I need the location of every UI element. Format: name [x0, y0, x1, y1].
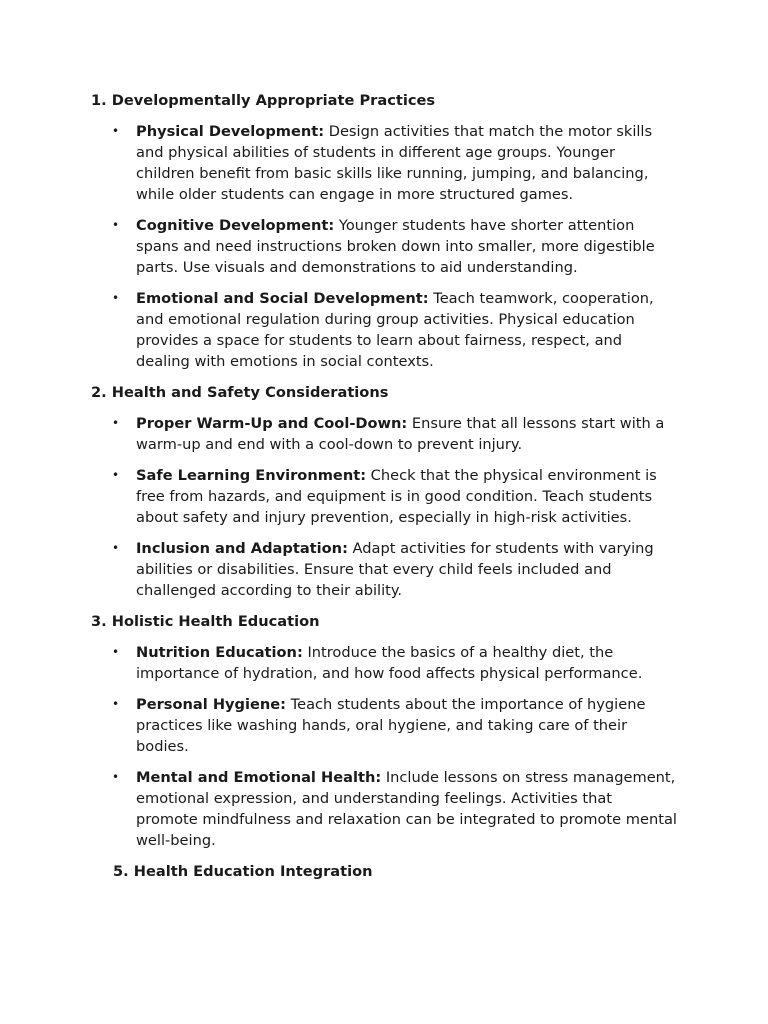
list-item [91, 538, 677, 601]
section-heading: 1. Developmentally Appropriate Practices [91, 92, 436, 109]
section-holistic-health [91, 611, 768, 851]
bullet-list [91, 413, 768, 601]
item-term: Proper Warm-Up and Cool-Down: [136, 415, 408, 432]
item-term: Nutrition Education: [136, 644, 303, 661]
item-term: Mental and Emotional Health: [136, 769, 382, 786]
section-health-safety [91, 382, 768, 601]
item-text: Include lessons on stress management, emotional expression, and understanding feelings. Activities that promote mindfulness and relaxation can be integrated to promote mental well-being. [136, 769, 677, 849]
section-developmental [91, 90, 768, 372]
bullet-icon: • [112, 541, 120, 555]
bullet-icon: • [112, 416, 120, 430]
item-term: Physical Development: [136, 123, 325, 140]
item-text: Younger students have shorter attention spans and need instructions broken down into smaller, more digestible parts. Use visuals and demonstrations to aid understanding. [136, 217, 655, 276]
list-item [91, 215, 677, 278]
item-term: Safe Learning Environment: [136, 467, 367, 484]
bullet-icon: • [112, 218, 120, 232]
list-item [91, 694, 677, 757]
item-text: Introduce the basics of a healthy diet, the importance of hydration, and how food affects physical performance. [136, 644, 643, 682]
bullet-icon: • [112, 291, 120, 305]
item-term: Cognitive Development: [136, 217, 335, 234]
item-term: Emotional and Social Development: [136, 290, 429, 307]
item-text: Teach teamwork, cooperation, and emotional regulation during group activities. Physical education provides a space for students to learn about fairness, respect, and dealing with emotions in social contexts. [136, 290, 654, 370]
section-heading: 3. Holistic Health Education [91, 613, 320, 630]
list-item [91, 767, 677, 851]
item-text: Adapt activities for students with varying abilities or disabilities. Ensure that every child feels included and challenged according to their ability. [136, 540, 654, 599]
item-text: Design activities that match the motor skills and physical abilities of students in different age groups. Younger children benefit from basic skills like running, jumping, and balancing, while older students can engage in more structured games. [136, 123, 653, 203]
item-term: Personal Hygiene: [136, 696, 287, 713]
item-text: Ensure that all lessons start with a warm-up and end with a cool-down to prevent injury. [136, 415, 665, 453]
trailing-section-heading: 5. Health Education Integration [113, 863, 373, 880]
bullet-icon: • [112, 697, 120, 711]
bullet-icon: • [112, 645, 120, 659]
list-item [91, 413, 677, 455]
list-item [91, 121, 677, 205]
list-item [91, 642, 677, 684]
list-item [91, 465, 677, 528]
item-term: Inclusion and Adaptation: [136, 540, 348, 557]
bullet-list [91, 642, 768, 851]
item-text: Check that the physical environment is free from hazards, and equipment is in good condition. Teach students about safety and injury prevention, especially in high-risk activities. [136, 467, 657, 526]
bullet-icon: • [112, 468, 120, 482]
item-text: Teach students about the importance of hygiene practices like washing hands, oral hygiene, and taking care of their bodies. [136, 696, 646, 755]
bullet-icon: • [112, 770, 120, 784]
list-item [91, 288, 677, 372]
bullet-list [91, 121, 768, 372]
section-heading: 2. Health and Safety Considerations [91, 384, 389, 401]
bullet-icon: • [112, 124, 120, 138]
